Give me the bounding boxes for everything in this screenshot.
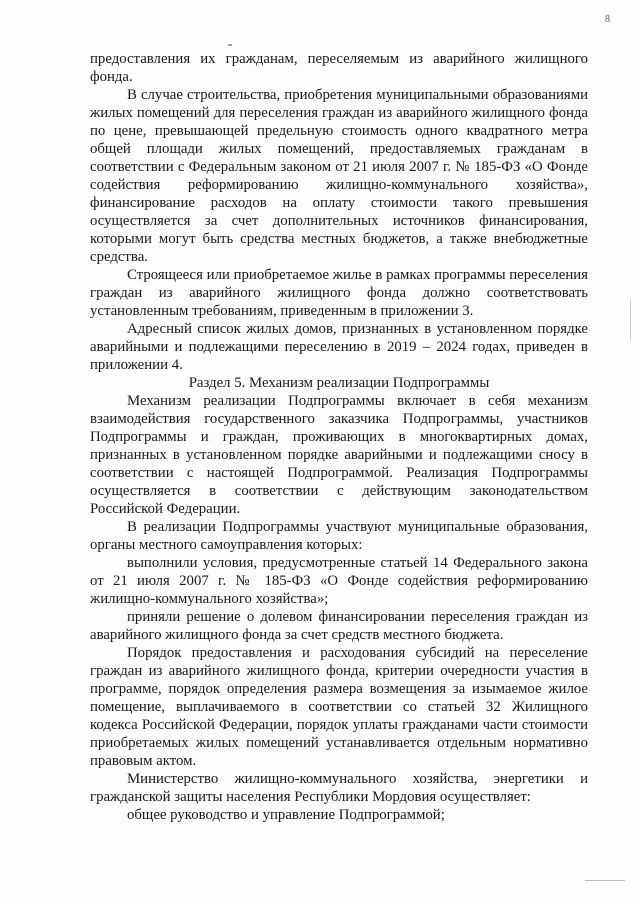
paragraph-address-list: Адресный список жилых домов, признанных в установленном порядке аварийными и подлежащими переселению в 2019 – 2024 годах, приведен в приложении 4. xyxy=(90,321,588,373)
paragraph-price-excess: В случае строительства, приобретения муниципальными образованиями жилых помещений для переселения граждан из аварийного жилищного фонда по цене, превышающей предельную стоимость одного квадратного метра общей площади жилых помещений, предоставляемых гражданам в соответствии с Федеральным законом от 21 июля 2007 г. № 185-ФЗ «О Фонде содействия реформированию жилищно-коммунального хозяйства», финансирование расходов на оплату стоимости такого превышения осуществляется за счет дополнительных источников финансирования, которыми могут быть средства местных бюджетов, а также внебюджетные средства. xyxy=(90,87,588,265)
paragraph-condition-fulfilled: выполнили условия, предусмотренные статьей 14 Федерального закона от 21 июля 2007 г. № 185-ФЗ «О Фонде содействия реформированию жилищно-коммунального хозяйства»; xyxy=(90,555,588,607)
section-heading: Раздел 5. Механизм реализации Подпрограммы xyxy=(188,375,490,391)
scan-artifact-edge xyxy=(630,300,631,340)
paragraph-participants: В реализации Подпрограммы участвуют муниципальные образования, органы местного самоуправления которых: xyxy=(90,519,588,553)
scan-artifact-mark xyxy=(228,44,232,46)
document-body xyxy=(90,50,588,824)
page-number: 8 xyxy=(605,14,610,25)
paragraph-mechanism: Механизм реализации Подпрограммы включает в себя механизм взаимодействия государственного заказчика Подпрограммы, участников Подпрограммы и граждан, проживающих в многоквартирных домах, признанных в установленном порядке аварийными и подлежащими сносу в соответствии с настоящей Подпрограммой. Реализация Подпрограммы осуществляется в соответствии с действующим законодательством Российской Федерации. xyxy=(90,393,588,517)
scan-artifact-bottom xyxy=(585,880,625,881)
paragraph-ministry: Министерство жилищно-коммунального хозяйства, энергетики и гражданской защиты населения Республики Мордовия осуществляет: xyxy=(90,771,588,805)
paragraph-subsidy-procedure: Порядок предоставления и расходования субсидий на переселение граждан из аварийного жилищного фонда, критерии очередности участия в программе, порядок определения размера возмещения за изымаемое жилое помещение, выплачиваемого в соответствии со статьей 32 Жилищного кодекса Российской Федерации, порядок уплаты гражданами части стоимости приобретаемых жилых помещений устанавливается отдельным нормативно правовым актом. xyxy=(90,645,588,769)
paragraph-general-management: общее руководство и управление Подпрограммой; xyxy=(127,807,445,823)
paragraph-housing-requirements: Строящееся или приобретаемое жилье в рамках программы переселения граждан из аварийного жилищного фонда должно соответствовать установленным требованиям, приведенным в приложении 3. xyxy=(90,267,588,319)
paragraph-condition-cofinancing: приняли решение о долевом финансировании переселения граждан из аварийного жилищного фонда за счет средств местного бюджета. xyxy=(90,609,588,643)
paragraph-continuation: предоставления их гражданам, переселяемым из аварийного жилищного фонда. xyxy=(90,51,588,85)
